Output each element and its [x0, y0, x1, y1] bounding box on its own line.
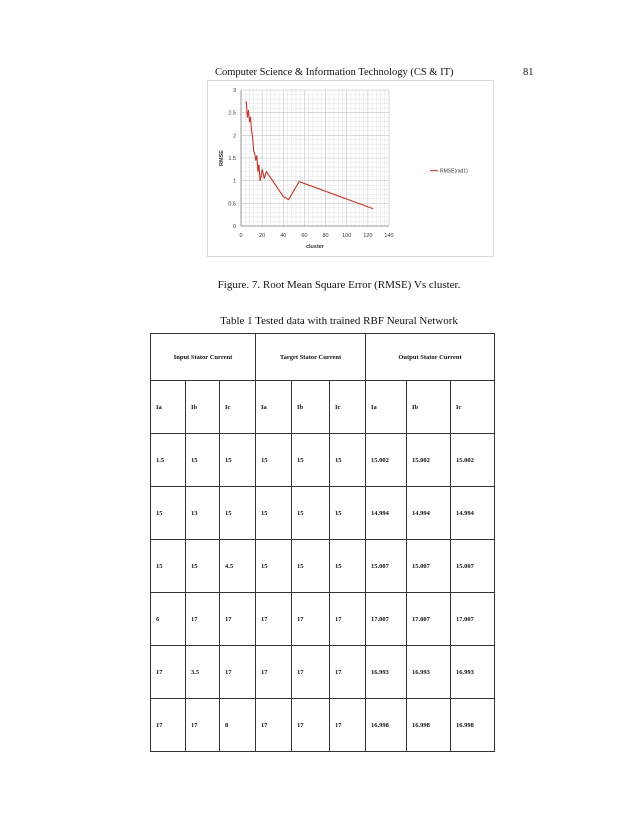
table-cell: 16.993: [366, 646, 407, 699]
table-row: [151, 487, 495, 540]
table-group-header-row: [151, 334, 495, 381]
table-cell: 16.998: [366, 699, 407, 752]
table-cell: 6: [151, 593, 186, 646]
column-header: Ic: [451, 381, 495, 434]
table-cell: 16.998: [407, 699, 451, 752]
table-cell: 14.994: [451, 487, 495, 540]
table-cell: 15: [292, 487, 330, 540]
table-cell: 15.002: [451, 434, 495, 487]
table-cell: 15: [292, 434, 330, 487]
table-cell: 15: [256, 540, 292, 593]
table-cell: 13: [186, 487, 220, 540]
table-cell: 15: [151, 487, 186, 540]
group-header-input: Input Stator Current: [151, 334, 256, 381]
table-cell: 15.007: [407, 540, 451, 593]
table-cell: 15: [330, 434, 366, 487]
table-cell: 17: [330, 699, 366, 752]
table-cell: 17: [220, 593, 256, 646]
y-axis-label: RMSE: [219, 150, 225, 166]
group-header-target: Target Stator Current: [256, 334, 366, 381]
table-cell: 1.5: [151, 434, 186, 487]
table-cell: 17: [292, 593, 330, 646]
table-cell: 17: [256, 699, 292, 752]
table-cell: 14.994: [407, 487, 451, 540]
running-head: Computer Science & Information Technology (CS & IT): [215, 67, 454, 78]
group-header-output: Output Stator Current: [366, 334, 495, 381]
table-cell: 17: [220, 646, 256, 699]
table-row: [151, 699, 495, 752]
table-row: [151, 434, 495, 487]
table-cell: 16.998: [451, 699, 495, 752]
x-tick-label: 140: [384, 233, 394, 239]
table-cell: 15.002: [366, 434, 407, 487]
y-tick-label: 0: [232, 224, 236, 230]
table-cell: 15: [220, 434, 256, 487]
table-cell: 16.993: [407, 646, 451, 699]
table-cell: 17: [186, 699, 220, 752]
x-tick-label: 40: [280, 233, 287, 239]
table-cell: 3.5: [186, 646, 220, 699]
table-cell: 15.002: [407, 434, 451, 487]
x-tick-label: 100: [342, 233, 352, 239]
y-tick-label: 3: [232, 88, 236, 94]
table-cell: 15: [256, 487, 292, 540]
table-cell: 17: [151, 646, 186, 699]
table-cell: 15: [186, 434, 220, 487]
table-cell: 8: [220, 699, 256, 752]
column-header: Ib: [407, 381, 451, 434]
column-header: Ia: [366, 381, 407, 434]
column-header: Ia: [151, 381, 186, 434]
y-tick-label: 2: [232, 133, 236, 140]
table-cell: 16.993: [451, 646, 495, 699]
x-tick-label: 120: [363, 233, 373, 239]
y-tick-label: 1.5: [228, 156, 236, 162]
table-row: [151, 593, 495, 646]
column-header: Ib: [292, 381, 330, 434]
column-header: Ib: [186, 381, 220, 434]
y-tick-label: 1: [232, 178, 236, 185]
table-cell: 15.007: [451, 540, 495, 593]
column-header: Ic: [330, 381, 366, 434]
table-cell: 17.007: [451, 593, 495, 646]
table-caption: Table 1 Tested data with trained RBF Neural Network: [220, 315, 458, 327]
y-tick-label: 0.5: [228, 201, 236, 208]
figure-caption: Figure. 7. Root Mean Square Error (RMSE) Vs cluster.: [217, 279, 461, 291]
table-cell: 17: [330, 593, 366, 646]
table-cell: 17: [256, 646, 292, 699]
table-cell: 17: [292, 646, 330, 699]
table-cell: 14.994: [366, 487, 407, 540]
table-cell: 17: [256, 593, 292, 646]
x-tick-label: 20: [259, 233, 266, 239]
table-cell: 15: [151, 540, 186, 593]
rmse-chart: [207, 80, 494, 257]
table-column-header-row: [151, 381, 495, 434]
table-cell: 15: [186, 540, 220, 593]
table-cell: 15.007: [366, 540, 407, 593]
figure-caption-wrap: [0, 279, 638, 291]
column-header: Ia: [256, 381, 292, 434]
table-caption-wrap: [0, 315, 638, 327]
table-cell: 15: [220, 487, 256, 540]
rmse-chart-svg: [208, 81, 493, 256]
table-cell: 15: [330, 487, 366, 540]
table-cell: 15: [292, 540, 330, 593]
y-tick-label: 2.5: [228, 110, 236, 117]
table-cell: 17: [151, 699, 186, 752]
table-cell: 15: [330, 540, 366, 593]
table-cell: 17.007: [407, 593, 451, 646]
table-cell: 17: [186, 593, 220, 646]
table-cell: 17: [292, 699, 330, 752]
x-axis-label: cluster: [305, 244, 325, 250]
table-row: [151, 646, 495, 699]
legend-label: RMSE(rad1): [440, 168, 468, 175]
x-tick-label: 80: [322, 233, 329, 239]
table-cell: 15: [256, 434, 292, 487]
results-table: [150, 333, 495, 752]
x-tick-label: 0: [239, 233, 243, 239]
page-number: 81: [523, 67, 534, 78]
table-row: [151, 540, 495, 593]
table-cell: 17: [330, 646, 366, 699]
table-cell: 17.007: [366, 593, 407, 646]
table-cell: 4.5: [220, 540, 256, 593]
x-tick-label: 60: [301, 233, 308, 239]
results-table-body: [151, 334, 495, 752]
column-header: Ic: [220, 381, 256, 434]
